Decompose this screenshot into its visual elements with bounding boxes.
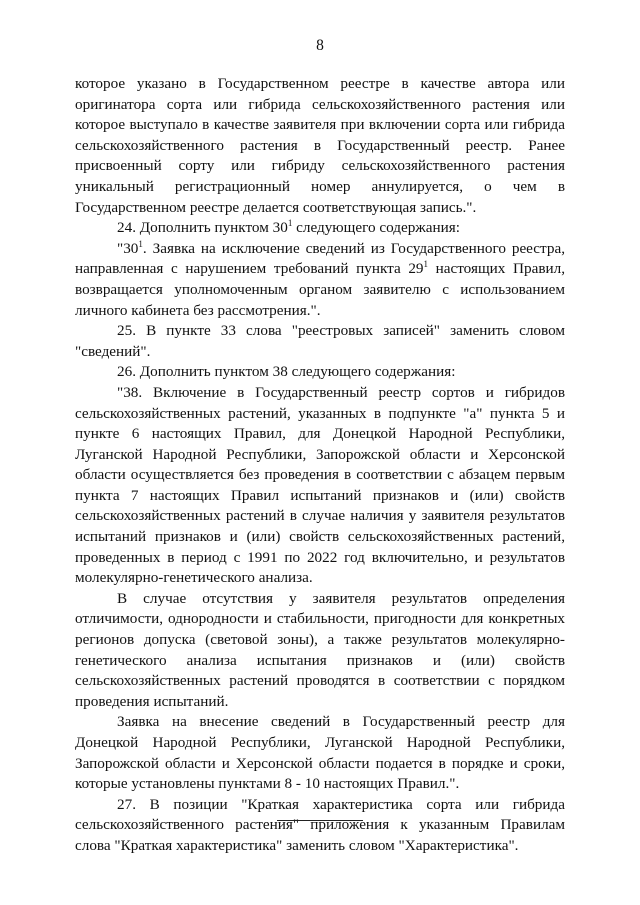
footer-divider [277,820,363,821]
page-number: 8 [316,37,324,54]
paragraph-text: следующего содержания: [292,219,460,237]
paragraph-continuation: которое указано в Государственном реестре в качестве автора или оригинатора сорта или гибрида сельскохозяйственного растения или которое выступало в качестве заявителя при включении сорта или гибрида сельскохозяйственного растения в Государственный реестр. Ранее присвоенный сорту или гибриду сельскохозяйственного растения уникальный регистрационный номер аннулируется, о чем в Государственном реестре делается соответствующая запись.". [75,75,565,216]
paragraph-item-30-1 [75,239,565,321]
paragraph-item-25: 25. В пункте 33 слова "реестровых записей" заменить словом "сведений". [75,322,565,360]
paragraph-text: настоящих Правил, возвращается уполномоченным органом заявителю с использованием личного кабинета без рассмотрения.". [75,260,565,319]
paragraph-item-38-part-3: Заявка на внесение сведений в Государственный реестр для Донецкой Народной Республики, Луганской Народной Республики, Запорожской области и Херсонской области подается в порядке и сроки, которые установлены пунктами 8 - 10 настоящих Правил.". [75,713,565,793]
paragraph-text: "30 [117,239,139,257]
paragraph-text: 24. Дополнить пунктом 30 [117,219,288,237]
paragraph-item-24 [75,218,565,239]
paragraph-item-27: 27. В позиции "Краткая характеристика сорта или гибрида сельскохозяйственного растения" приложения к указанным Правилам слова "Краткая характеристика" заменить словом "Характеристика". [75,795,565,854]
paragraph-item-26: 26. Дополнить пунктом 38 следующего содержания: [117,363,456,381]
paragraph-item-38: "38. Включение в Государственный реестр сортов и гибридов сельскохозяйственных растений, указанных в подпункте "а" пункта 5 и пункте 6 настоящих Правил, для Донецкой Народной Республики, Луганской Народной Республики, Запорожской области и Херсонской области осуществляется без проведения в соответствии с абзацем первым пункта 7 настоящих Правил испытаний признаков и (или) свойств сельскохозяйственных растений в случае наличия у заявителя результатов испытаний признаков и (или) свойств сельскохозяйственных растений, проведенных в период с 1991 по 2022 год включительно, и результатов молекулярно-генетического анализа. [75,383,565,587]
superscript: 1 [287,218,293,229]
paragraph-item-38-part-2: В случае отсутствия у заявителя результатов определения отличимости, однородности и стабильности, пригодности для конкретных регионов допуска (световой зоны), а также результатов молекулярно-генетического анализа испытания признаков и (или) свойств сельскохозяйственных растений проводятся в соответствии с порядком проведения испытаний. [75,589,565,710]
paragraph-text: . Заявка на исключение сведений из Государственного реестра, направленная с нарушением требований пункта 29 [75,239,565,278]
document-body [75,74,565,857]
superscript: 1 [423,259,429,270]
superscript: 1 [138,238,143,249]
